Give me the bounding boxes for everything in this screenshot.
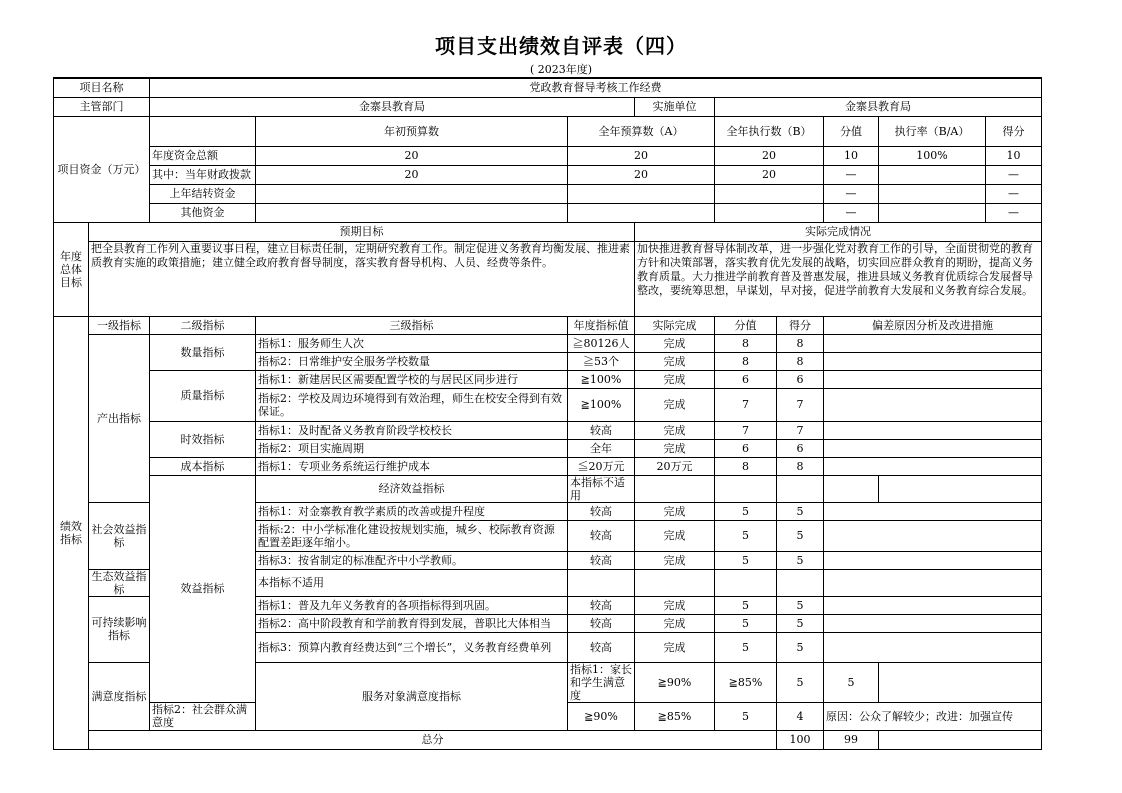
goals-expected-label: 预期目标 — [89, 222, 635, 241]
score-value-cell — [777, 475, 824, 502]
reason-cell — [824, 551, 1042, 569]
funds-row-rate — [879, 203, 986, 222]
l2-quality: 质量指标 — [150, 370, 256, 421]
l3-cell: 指标3：预算内教育经费达到“三个增长”，义务教育经费单列 — [256, 632, 568, 662]
table-row — [54, 421, 1042, 439]
actual-cell: 完成 — [635, 614, 715, 632]
reason-cell — [824, 334, 1042, 352]
score-value-cell: 7 — [715, 421, 777, 439]
funds-row-score-value: — — [824, 184, 879, 203]
reason-cell — [824, 520, 1042, 551]
l3-cell: 指标1：新建居民区需要配置学校的与居民区同步进行 — [256, 370, 568, 388]
funds-row-annual — [568, 184, 715, 203]
funds-row-score: — — [986, 165, 1042, 184]
score-cell: 7 — [777, 421, 824, 439]
funds-row — [54, 184, 1042, 203]
funds-row-executed — [715, 184, 824, 203]
total-score: 99 — [824, 730, 879, 749]
l3-cell: 指标1：服务师生人次 — [256, 334, 568, 352]
table-row — [54, 334, 1042, 352]
score-cell: 8 — [777, 352, 824, 370]
funds-header-initial: 年初预算数 — [256, 116, 568, 146]
funds-row-initial: 20 — [256, 165, 568, 184]
target-cell: 全年 — [568, 439, 635, 457]
score-value-cell: 6 — [715, 370, 777, 388]
actual-cell — [635, 569, 715, 596]
l3-cell: 指标1：对金寨教育教学素质的改善或提升程度 — [256, 502, 568, 520]
score-value-cell: 5 — [715, 614, 777, 632]
reason-cell: 原因：公众了解较少；改进：加强宣传 — [824, 702, 1042, 730]
total-row — [54, 730, 1042, 749]
actual-cell: 完成 — [635, 352, 715, 370]
target-cell: ≧100% — [568, 370, 635, 388]
score-value-cell: 8 — [715, 334, 777, 352]
table-row — [54, 457, 1042, 475]
project-name-value: 党政教育督导考核工作经费 — [150, 78, 1042, 97]
l1-satisfaction: 满意度指标 — [89, 662, 150, 730]
funds-row-score: 10 — [986, 146, 1042, 165]
score-cell: 7 — [777, 388, 824, 421]
score-cell: 8 — [777, 334, 824, 352]
actual-cell: 完成 — [635, 596, 715, 614]
perf-label: 绩效指标 — [54, 316, 89, 749]
score-cell: 5 — [777, 502, 824, 520]
score-cell: 5 — [777, 632, 824, 662]
reason-cell — [824, 388, 1042, 421]
funds-row-score-value: 10 — [824, 146, 879, 165]
l3-cell: 指标2：项目实施周期 — [256, 439, 568, 457]
l2-cost: 成本指标 — [150, 457, 256, 475]
target-cell: 较高 — [568, 520, 635, 551]
total-label: 总分 — [89, 730, 777, 749]
actual-cell: 完成 — [635, 388, 715, 421]
impl-value: 金寨县教育局 — [715, 97, 1042, 116]
score-value-cell: 7 — [715, 388, 777, 421]
page-title: 项目支出绩效自评表（四） — [435, 34, 687, 58]
actual-cell: 完成 — [635, 370, 715, 388]
funds-label: 项目资金（万元） — [54, 116, 150, 222]
reason-cell — [824, 596, 1042, 614]
funds-row-rate: 100% — [879, 146, 986, 165]
score-value-cell — [715, 569, 777, 596]
l1-benefit: 效益指标 — [150, 475, 256, 702]
funds-header-rate: 执行率（B/A） — [879, 116, 986, 146]
project-name-row — [54, 78, 1042, 97]
reason-cell — [879, 475, 1042, 502]
target-cell: 较高 — [568, 421, 635, 439]
score-value-cell: 6 — [715, 439, 777, 457]
score-cell: 5 — [824, 662, 879, 702]
target-cell: 较高 — [568, 596, 635, 614]
l3-cell: 本指标不适用 — [568, 475, 635, 502]
score-value-cell: 5 — [715, 632, 777, 662]
score-cell: 5 — [777, 551, 824, 569]
target-cell: ≧90% — [635, 662, 715, 702]
perf-header-row — [54, 316, 1042, 334]
l2-social: 社会效益指标 — [89, 502, 150, 569]
actual-cell: 完成 — [635, 421, 715, 439]
actual-cell: 完成 — [635, 551, 715, 569]
goals-actual-text: 加快推进教育督导体制改革，进一步强化党对教育工作的引导，全面贯彻党的教育方针和决策部署，落实教育优先发展的战略，切实回应群众教育的期盼，提高义务教育质量。大力推进学前教育普及普惠发展，推进县域义务教育优质综合发展督导整改，要统筹思想，早谋划，早对接，促进学前教育大发展和义务教育综合发展。 — [635, 241, 1042, 316]
score-cell: 5 — [777, 614, 824, 632]
actual-cell: 完成 — [635, 632, 715, 662]
l3-cell: 指标3：按省制定的标准配齐中小学教师。 — [256, 551, 568, 569]
actual-cell — [715, 475, 777, 502]
perf-header-target: 年度指标值 — [568, 316, 635, 334]
reason-cell — [824, 632, 1042, 662]
perf-header-l3: 三级指标 — [256, 316, 568, 334]
actual-cell: ≧85% — [635, 702, 715, 730]
target-cell: ≧90% — [568, 702, 635, 730]
perf-header-score-value: 分值 — [715, 316, 777, 334]
funds-header-blank — [150, 116, 256, 146]
dept-row — [54, 97, 1042, 116]
funds-row-score-value: — — [824, 165, 879, 184]
reason-cell — [824, 370, 1042, 388]
reason-cell — [824, 457, 1042, 475]
project-name-label: 项目名称 — [54, 78, 150, 97]
funds-row-executed — [715, 203, 824, 222]
table-row — [54, 475, 1042, 502]
score-value-cell: 5 — [777, 662, 824, 702]
l3-cell: 指标2：学校及周边环境得到有效治理，师生在校安全得到有效保证。 — [256, 388, 568, 421]
goals-expected-text: 把全县教育工作列入重要议事日程，建立目标责任制，定期研究教育工作。制定促进义务教育均衡发展、推进素质教育实施的政策措施；建立健全政府教育督导制度，落实教育督导机构、人员、经费等条件。 — [89, 241, 635, 316]
target-cell: ≧53个 — [568, 352, 635, 370]
score-value-cell: 5 — [715, 520, 777, 551]
l2-economic: 经济效益指标 — [256, 475, 568, 502]
funds-row-name: 上年结转资金 — [150, 184, 256, 203]
self-evaluation-table — [53, 77, 1042, 750]
funds-row-initial — [256, 203, 568, 222]
funds-row-rate — [879, 184, 986, 203]
funds-row-executed: 20 — [715, 165, 824, 184]
score-cell: 6 — [777, 439, 824, 457]
actual-cell: 20万元 — [635, 457, 715, 475]
l3-cell: 指标1：专项业务系统运行维护成本 — [256, 457, 568, 475]
score-value-cell: 8 — [715, 457, 777, 475]
actual-cell: ≧85% — [715, 662, 777, 702]
goals-actual-label: 实际完成情况 — [635, 222, 1042, 241]
funds-row-initial — [256, 184, 568, 203]
score-cell: 4 — [777, 702, 824, 730]
total-score-value: 100 — [777, 730, 824, 749]
l3-cell: 指标2：日常维护安全服务学校数量 — [256, 352, 568, 370]
score-cell: 8 — [777, 457, 824, 475]
year-label: ( 2023年度) — [529, 63, 593, 76]
target-cell: 较高 — [568, 551, 635, 569]
l2-ecological: 生态效益指标 — [89, 569, 150, 596]
target-cell: 较高 — [568, 632, 635, 662]
score-cell: 6 — [777, 370, 824, 388]
dept-value: 金寨县教育局 — [150, 97, 635, 116]
funds-row-annual: 20 — [568, 165, 715, 184]
actual-cell: 完成 — [635, 520, 715, 551]
goals-content-row — [54, 241, 1042, 316]
score-cell: 5 — [777, 596, 824, 614]
funds-row-name: 其中：当年财政拨款 — [150, 165, 256, 184]
funds-row-name: 年度资金总额 — [150, 146, 256, 165]
score-cell — [777, 569, 824, 596]
funds-row — [54, 146, 1042, 165]
target-cell: ≧100% — [568, 388, 635, 421]
actual-cell: 完成 — [635, 334, 715, 352]
perf-header-l1: 一级指标 — [89, 316, 150, 334]
score-cell — [824, 475, 879, 502]
l2-service: 服务对象满意度指标 — [256, 662, 568, 730]
l3-cell: 指标2：高中阶段教育和学前教育得到发展，普职比大体相当 — [256, 614, 568, 632]
goals-header-row — [54, 222, 1042, 241]
funds-row-initial: 20 — [256, 146, 568, 165]
l3-cell: 指标1：普及九年义务教育的各项指标得到巩固。 — [256, 596, 568, 614]
funds-header-score: 得分 — [986, 116, 1042, 146]
reason-cell — [879, 662, 1042, 702]
reason-cell — [824, 352, 1042, 370]
actual-cell: 完成 — [635, 502, 715, 520]
target-cell — [635, 475, 715, 502]
l3-cell: 本指标不适用 — [256, 569, 568, 596]
funds-row-score-value: — — [824, 203, 879, 222]
reason-cell — [824, 569, 1042, 596]
impl-label: 实施单位 — [635, 97, 715, 116]
funds-row-score: — — [986, 203, 1042, 222]
funds-row — [54, 165, 1042, 184]
funds-header-score-value: 分值 — [824, 116, 879, 146]
actual-cell: 完成 — [635, 439, 715, 457]
l3-cell: 指标1：家长和学生满意度 — [568, 662, 635, 702]
funds-header-executed: 全年执行数（B） — [715, 116, 824, 146]
score-value-cell: 8 — [715, 352, 777, 370]
target-cell: ≧80126人 — [568, 334, 635, 352]
l2-sustainable: 可持续影响指标 — [89, 596, 150, 662]
l1-output: 产出指标 — [89, 334, 150, 502]
goals-label: 年度总体目标 — [54, 222, 89, 316]
funds-header-annual: 全年预算数（A） — [568, 116, 715, 146]
target-cell — [568, 569, 635, 596]
l3-cell: 指标2：社会群众满意度 — [150, 702, 256, 730]
perf-header-actual: 实际完成 — [635, 316, 715, 334]
perf-header-score: 得分 — [777, 316, 824, 334]
score-value-cell: 5 — [715, 551, 777, 569]
score-value-cell: 5 — [715, 502, 777, 520]
l3-cell: 指标1：及时配备义务教育阶段学校校长 — [256, 421, 568, 439]
reason-cell — [824, 421, 1042, 439]
table-row — [54, 370, 1042, 388]
funds-row-annual: 20 — [568, 146, 715, 165]
funds-row-executed: 20 — [715, 146, 824, 165]
reason-cell — [824, 439, 1042, 457]
dept-label: 主管部门 — [54, 97, 150, 116]
funds-row-name: 其他资金 — [150, 203, 256, 222]
funds-row-score: — — [986, 184, 1042, 203]
l2-quantity: 数量指标 — [150, 334, 256, 370]
score-value-cell: 5 — [715, 596, 777, 614]
total-reason — [879, 730, 1042, 749]
reason-cell — [824, 614, 1042, 632]
reason-cell — [824, 502, 1042, 520]
perf-header-l2: 二级指标 — [150, 316, 256, 334]
score-cell: 5 — [777, 520, 824, 551]
funds-row-rate — [879, 165, 986, 184]
l2-timeliness: 时效指标 — [150, 421, 256, 457]
funds-row — [54, 203, 1042, 222]
perf-header-reason: 偏差原因分析及改进措施 — [824, 316, 1042, 334]
target-cell: 较高 — [568, 502, 635, 520]
target-cell: 较高 — [568, 614, 635, 632]
target-cell: ≦20万元 — [568, 457, 635, 475]
score-value-cell: 5 — [715, 702, 777, 730]
funds-header-row — [54, 116, 1042, 146]
l3-cell: 指标:2：中小学标准化建设按规划实施，城乡、校际教育资源配置差距逐年缩小。 — [256, 520, 568, 551]
funds-row-annual — [568, 203, 715, 222]
